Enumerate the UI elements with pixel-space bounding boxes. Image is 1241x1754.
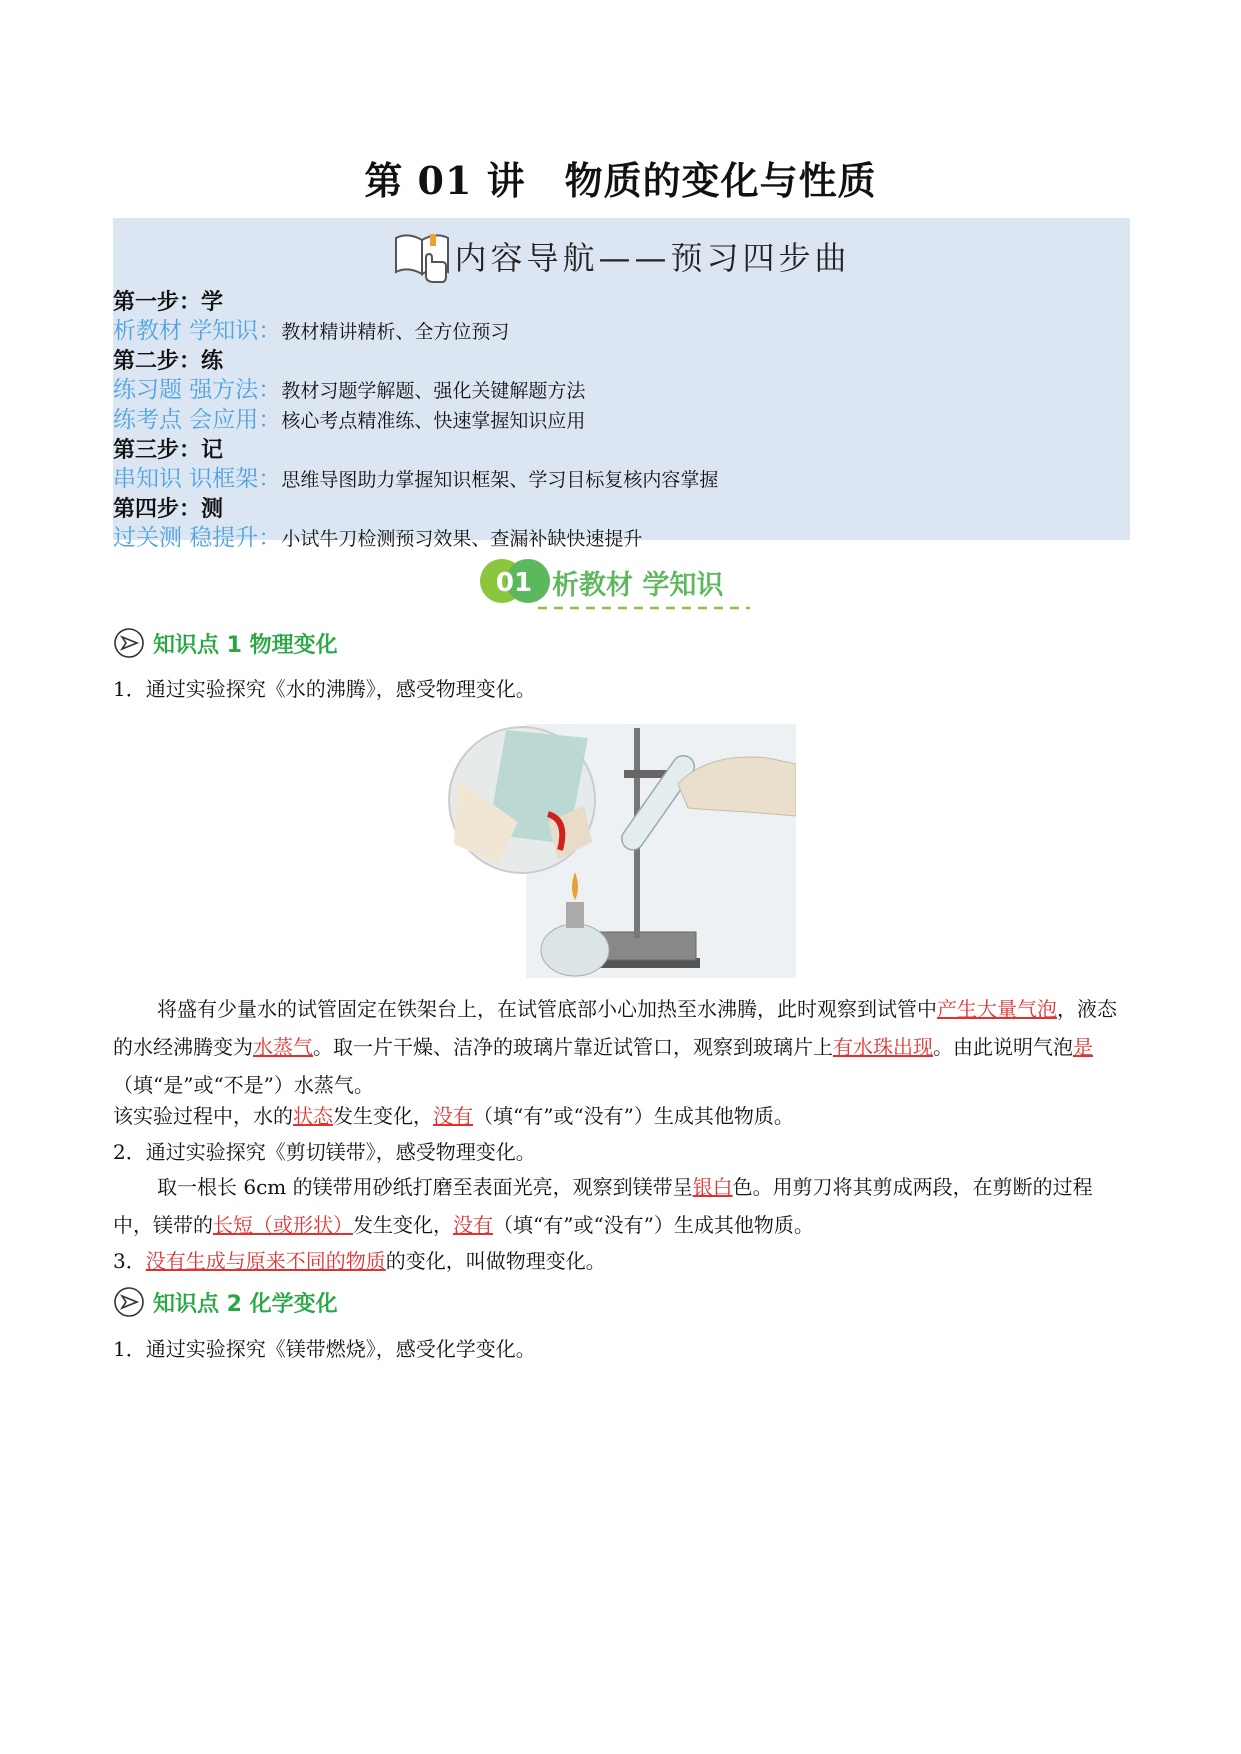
knowledge-point-2-label: 知识点 2 化学变化	[153, 1291, 338, 1317]
text-run: ，液态的水经沸腾变为	[113, 997, 1117, 1059]
paragraph-1: 1．通过实验探究《水的沸腾》，感受物理变化。	[113, 677, 536, 701]
text-run: （填“有”或“没有”）生成其他物质。	[473, 1104, 794, 1128]
text-run: 。取一片干燥、洁净的玻璃片靠近试管口，观察到玻璃片上	[313, 1035, 833, 1059]
section-badge	[480, 555, 760, 615]
nav-item-desc: 核心考点精准练、快速掌握知识应用	[281, 410, 586, 432]
text-run: 取一根长 6cm 的镁带用砂纸打磨至表面光亮，观察到镁带呈	[157, 1175, 693, 1199]
paragraph-5	[113, 1168, 1130, 1244]
paragraph-2	[113, 990, 1130, 1104]
nav-item-desc: 小试牛刀检测预习效果、查漏补缺快速提升	[281, 528, 643, 550]
nav-step-2-label: 第二步：练	[113, 348, 224, 374]
answer-blank: 没有	[433, 1104, 473, 1128]
text-run: 发生变化，	[333, 1104, 433, 1128]
nav-header-text: 内容导航——预习四步曲	[454, 239, 851, 277]
nav-header	[113, 226, 1130, 286]
answer-blank: 有水珠出现	[833, 1035, 933, 1059]
section-number: 01	[495, 568, 533, 598]
nav-item-highlight: 练考点 会应用：	[113, 407, 282, 433]
answer-blank: 没有	[453, 1213, 493, 1237]
page-title: 第 01 讲 物质的变化与性质	[364, 158, 877, 203]
nav-step-3-item-1	[113, 465, 1130, 495]
text-run: 3．	[113, 1249, 146, 1273]
nav-item-highlight: 析教材 学知识：	[113, 318, 282, 344]
nav-item-highlight: 练习题 强方法：	[113, 377, 282, 403]
answer-blank: 水蒸气	[253, 1035, 313, 1059]
experiment-photo	[448, 724, 796, 978]
answer-blank: 没有生成与原来不同的物质	[145, 1249, 386, 1273]
text-run: （填“有”或“没有”）生成其他物质。	[493, 1213, 814, 1237]
nav-item-highlight: 串知识 识框架：	[113, 466, 282, 492]
text-run: （填“是”或“不是”）水蒸气。	[113, 1073, 374, 1097]
paragraph-7: 1．通过实验探究《镁带燃烧》，感受化学变化。	[113, 1337, 536, 1361]
nav-step-1-label: 第一步：学	[113, 289, 224, 315]
paragraph-4: 2．通过实验探究《剪切镁带》，感受物理变化。	[113, 1140, 536, 1164]
nav-item-desc: 教材习题学解题、强化关键解题方法	[281, 380, 586, 402]
nav-step-4-label: 第四步：测	[113, 496, 224, 522]
answer-blank: 是	[1073, 1035, 1093, 1059]
knowledge-point-1-heading	[113, 625, 338, 661]
text-run: 该实验过程中，水的	[113, 1104, 293, 1128]
arrow-circle-icon	[113, 627, 145, 659]
nav-step-4-item-1	[113, 524, 1130, 554]
paragraph-6	[113, 1242, 1130, 1280]
nav-step-1-item-1	[113, 317, 1130, 347]
knowledge-point-2-heading	[113, 1284, 338, 1320]
section-label: 析教材 学知识	[552, 570, 724, 601]
text-run: 的变化，叫做物理变化。	[385, 1249, 606, 1273]
text-run: 将盛有少量水的试管固定在铁架台上，在试管底部小心加热至水沸腾，此时观察到试管中	[157, 997, 937, 1021]
answer-blank: 状态	[293, 1104, 333, 1128]
paragraph-3	[113, 1097, 1130, 1135]
nav-item-desc: 教材精讲精析、全方位预习	[281, 321, 510, 343]
arrow-circle-icon	[113, 1286, 145, 1318]
knowledge-point-1-label: 知识点 1 物理变化	[153, 632, 338, 658]
answer-blank: 产生大量气泡	[937, 997, 1057, 1021]
nav-item-highlight: 过关测 稳提升：	[113, 525, 282, 551]
answer-blank: 长短（或形状）	[213, 1213, 353, 1237]
text-run: 色。用剪刀将其剪成两段，在剪断的过程中，镁带的	[113, 1175, 1093, 1237]
content-navigation-box	[113, 218, 1130, 551]
text-run: 发生变化，	[353, 1213, 453, 1237]
nav-item-desc: 思维导图助力掌握知识框架、学习目标复核内容掌握	[281, 469, 719, 491]
nav-step-3-label: 第三步：记	[113, 437, 224, 463]
nav-step-2-item-2	[113, 406, 1130, 436]
text-run: 。由此说明气泡	[933, 1035, 1073, 1059]
answer-blank: 银白	[692, 1175, 733, 1199]
book-pointer-icon	[392, 228, 454, 284]
nav-steps	[113, 288, 1130, 554]
nav-step-2-item-1	[113, 376, 1130, 406]
